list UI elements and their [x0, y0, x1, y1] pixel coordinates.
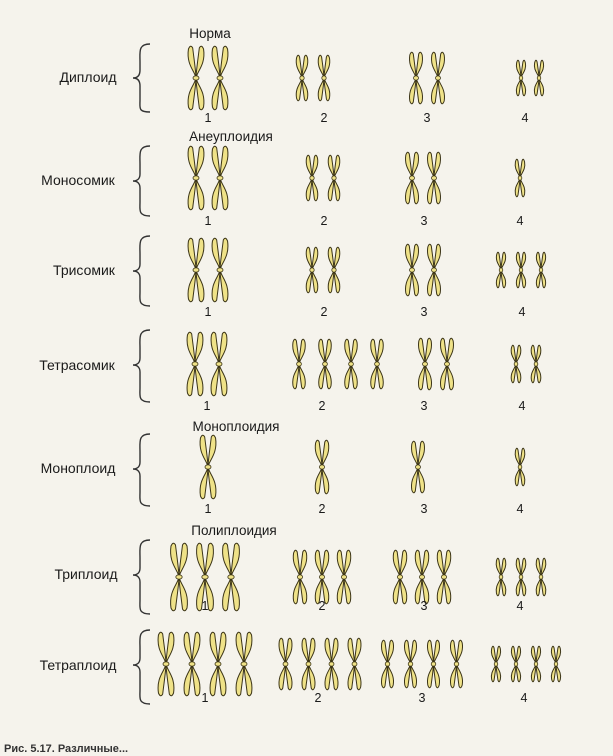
centromere	[332, 176, 336, 180]
centromere	[283, 662, 288, 666]
centromere	[554, 662, 558, 666]
group-number-row4-4: 4	[518, 399, 526, 413]
centromere	[176, 575, 182, 579]
centromere	[189, 662, 195, 666]
group-number-row2-1: 1	[204, 214, 212, 228]
row-label-monoploid: Моноплоид	[40, 460, 116, 476]
centromere	[323, 362, 328, 366]
centromere	[534, 362, 538, 366]
group-number-row5-3: 3	[420, 502, 428, 516]
group-number-row2-3: 3	[420, 214, 428, 228]
centromere	[410, 268, 415, 272]
centromere	[349, 362, 354, 366]
row-label-diploid: Диплоид	[59, 69, 117, 85]
row-label-tetraploid: Тетраплоид	[39, 657, 117, 673]
centromere	[193, 76, 199, 80]
centromere	[419, 575, 424, 579]
centromere	[514, 662, 518, 666]
centromere	[216, 362, 222, 366]
centromere	[499, 268, 503, 272]
centromere	[441, 575, 446, 579]
centromere	[310, 268, 314, 272]
centromere	[408, 662, 413, 666]
group-number-row6-4: 4	[516, 599, 524, 613]
centromere	[241, 662, 247, 666]
centromere	[518, 465, 522, 469]
section-title-norm: Норма	[189, 26, 231, 41]
centromere	[215, 662, 221, 666]
centromere	[454, 662, 459, 666]
centromere	[494, 662, 498, 666]
centromere	[193, 176, 199, 180]
centromere	[519, 76, 523, 80]
group-number-row5-1: 1	[204, 502, 212, 516]
group-number-row4-1: 1	[203, 399, 211, 413]
centromere	[539, 268, 543, 272]
centromere	[537, 76, 541, 80]
centromere	[228, 575, 234, 579]
centromere	[414, 76, 419, 80]
centromere	[306, 662, 311, 666]
centromere	[432, 176, 437, 180]
group-number-row5-2: 2	[318, 502, 326, 516]
group-number-row5-4: 4	[516, 502, 524, 516]
centromere	[319, 575, 324, 579]
centromere	[397, 575, 402, 579]
centromere	[217, 176, 223, 180]
figure-caption: Рис. 5.17. Различные...	[4, 743, 129, 755]
section-title-polyploidy: Полиплоидия	[191, 523, 277, 538]
centromere	[205, 465, 211, 469]
centromere	[319, 465, 324, 469]
centromere	[423, 362, 428, 366]
centromere	[332, 268, 336, 272]
group-number-row1-4: 4	[521, 111, 529, 125]
centromere	[534, 662, 538, 666]
group-number-row3-4: 4	[518, 305, 526, 319]
row-label-tetrasomic: Тетрасомик	[39, 357, 115, 373]
section-title-aneuploidy: Анеуплоидия	[189, 129, 273, 144]
centromere	[163, 662, 169, 666]
group-number-row7-3: 3	[418, 691, 426, 705]
centromere	[432, 268, 437, 272]
section-title-monoploidy: Моноплоидия	[192, 419, 280, 434]
centromere	[322, 76, 326, 80]
centromere	[217, 268, 223, 272]
centromere	[341, 575, 346, 579]
centromere	[499, 575, 503, 579]
group-number-row1-1: 1	[204, 111, 212, 125]
group-number-row1-3: 3	[423, 111, 431, 125]
group-number-row4-2: 2	[318, 399, 326, 413]
centromere	[192, 362, 198, 366]
centromere	[518, 176, 522, 180]
centromere	[436, 76, 441, 80]
group-number-row3-1: 1	[204, 305, 212, 319]
centromere	[310, 176, 314, 180]
centromere	[519, 268, 523, 272]
centromere	[514, 362, 518, 366]
centromere	[217, 76, 223, 80]
centromere	[352, 662, 357, 666]
group-number-row7-2: 2	[314, 691, 322, 705]
group-number-row2-4: 4	[516, 214, 524, 228]
centromere	[375, 362, 380, 366]
group-number-row4-3: 3	[420, 399, 428, 413]
group-number-row6-1: 1	[201, 599, 209, 613]
group-number-row6-3: 3	[420, 599, 428, 613]
centromere	[202, 575, 208, 579]
group-number-row1-2: 2	[320, 111, 328, 125]
centromere	[300, 76, 304, 80]
row-label-monosomic: Моносомик	[41, 172, 115, 188]
centromere	[193, 268, 199, 272]
group-number-row3-2: 2	[320, 305, 328, 319]
group-number-row7-1: 1	[201, 691, 209, 705]
group-number-row2-2: 2	[320, 214, 328, 228]
centromere	[539, 575, 543, 579]
group-number-row3-3: 3	[420, 305, 428, 319]
centromere	[410, 176, 415, 180]
centromere	[385, 662, 390, 666]
group-number-row6-2: 2	[318, 599, 326, 613]
row-label-triploid: Триплоид	[54, 566, 118, 582]
centromere	[416, 465, 421, 469]
centromere	[519, 575, 523, 579]
centromere	[329, 662, 334, 666]
centromere	[431, 662, 436, 666]
centromere	[297, 575, 302, 579]
group-number-row7-4: 4	[520, 691, 528, 705]
row-label-trisomic: Трисомик	[53, 262, 115, 278]
centromere	[297, 362, 302, 366]
centromere	[445, 362, 450, 366]
